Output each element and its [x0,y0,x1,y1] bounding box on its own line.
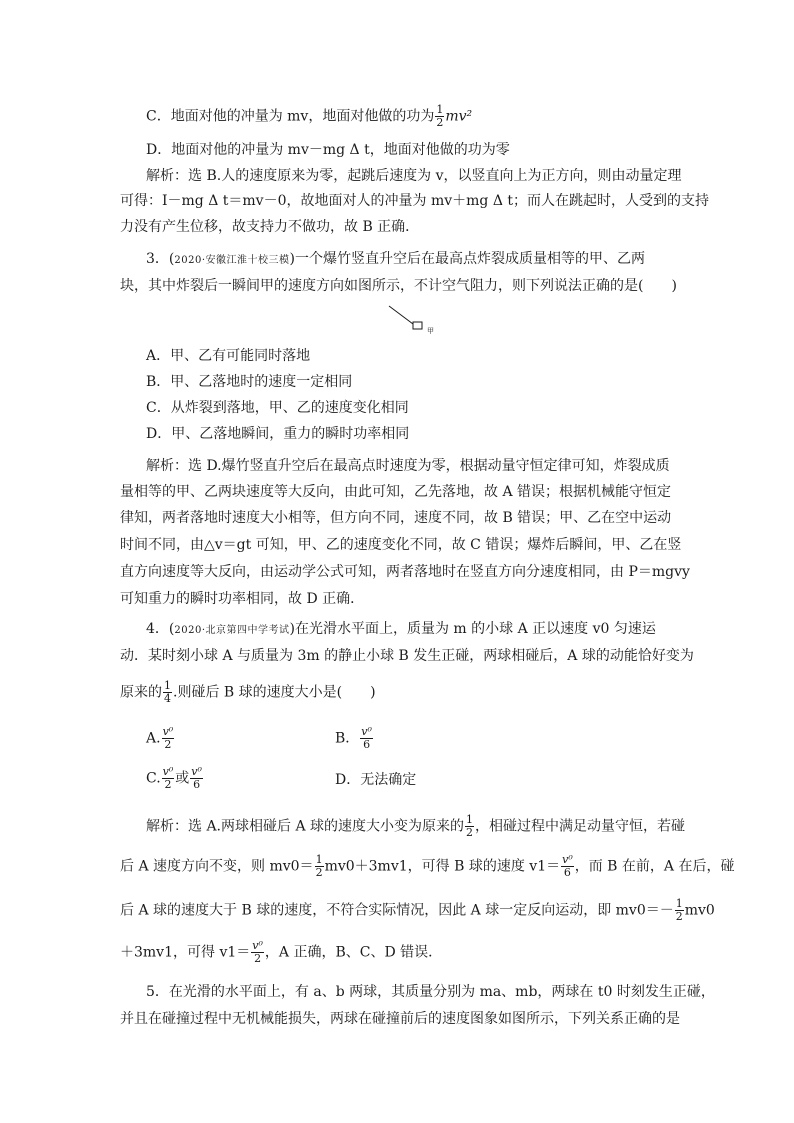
fraction: $\frac{\text{v⁰}}{6}$ [361,725,372,751]
q3-solution-line-6: 可知重力的瞬时功率相同，故 D 正确． [120,591,365,607]
q4-option-c: C. $\frac{\text{v⁰}}{2}$ 或 $\frac{\text{v⁰}}{6}$ [146,765,202,791]
fragment-label: 甲 [427,327,434,335]
q3-solution-line-3: 律知，两者落地时速度大小相等，但方向不同，速度不同，故 B 错误；甲、乙在空中运动 [120,510,672,526]
fraction: $\frac{1}{2}$ [675,897,683,923]
fraction: $\frac{1}{4}$ [164,679,171,705]
q2-solution-line-2: 可得：I－mg Δ t＝mv－0，故地面对人的冲量为 mv＋mg Δ t；而人在跳起时，人受到的支持 [120,193,710,209]
q3-option-d: D．甲、乙落地瞬间，重力的瞬时功率相同 [146,426,410,442]
q4-option-b: B． $\frac{\text{v⁰}}{6}$ [335,725,372,751]
q4-solution-line-1: 解析：选 A.两球相碰后 A 球的速度大小变为原来的 $\frac{1}{2}$ ，相碰过程中满足动量守恒，若碰 [146,813,686,839]
q2-option-d: D．地面对他的冲量为 mv－mg Δ t，地面对他做的功为零 [146,142,510,158]
q2-solution-line-1: 解析：选 B.人的速度原来为零，起跳后速度为 v，以竖直向上为正方向，则由动量定理 [146,168,682,184]
q3-option-b: B．甲、乙落地时的速度一定相同 [146,374,353,390]
fraction: $\frac{1}{2}$ [436,103,444,129]
firecracker-figure [385,300,445,336]
q3-solution-line-5: 直方向速度等大反向，由运动学公式可知，两者落地时在竖直方向分速度相同，由 P＝mgvy [120,564,690,580]
fraction: $\frac{\text{v⁰}}{2}$ [252,939,263,965]
fraction: $\frac{\text{v⁰}}{2}$ [162,725,174,751]
q5-stem-line-2: 并且在碰撞过程中无机械能损失，两球在碰撞前后的速度图象如图所示，下列关系正确的是 [120,1011,680,1027]
velocity-arrow [389,306,413,324]
q3-solution-line-1: 解析：选 D.爆竹竖直升空后在最高点时速度为零，根据动量守恒定律可知，炸裂成质 [146,458,670,474]
q5-stem-line-1: 5．在光滑的水平面上，有 a、b 两球，其质量分别为 ma、mb，两球在 t0 时刻发生正碰， [146,984,715,1000]
q4-solution-line-2: 后 A 速度方向不变，则 mv0＝ $\frac{1}{2}$ mv0＋3mv1，可得 B 球的速度 v1＝ $\frac{\text{v⁰}}{6}$ ，而 B 在前，A 在后，碰 [120,853,735,879]
q2-option-c-text: C．地面对他的冲量为 mv，地面对他做的功为 [146,108,435,125]
q3-solution-line-4: 时间不同，由△v＝gt 可知，甲、乙的速度变化不同，故 C 错误；爆炸后瞬间，甲、乙在竖 [120,537,682,553]
fraction: $\frac{\text{v⁰}}{6}$ [562,853,573,879]
q3-source: 2020·安徽江淮十校三模 [174,255,290,266]
q3-option-c: C．从炸裂到落地，甲、乙的速度变化相同 [146,400,409,416]
fraction: $\frac{\text{v⁰}}{2}$ [162,765,174,791]
q4-stem-line-1: 4．(2020·北京第四中学考试)在光滑水平面上，质量为 m 的小球 A 正以速度 v0 匀速运 [146,621,656,637]
q2-option-c [146,104,472,129]
q3-stem-line-1: 3．(2020·安徽江淮十校三模)一个爆竹竖直升空后在最高点炸裂成质量相等的甲、乙两 [146,251,645,267]
q4-option-a: A. $\frac{\text{v⁰}}{2}$ [146,725,174,751]
q4-source: 2020·北京第四中学考试 [174,625,290,636]
q4-stem-line-3: 原来的 $\frac{1}{4}$ .则碰后 B 球的速度大小是( ) [120,679,376,705]
fraction: $\frac{1}{2}$ [315,853,323,879]
q3-stem-line-2: 块，其中炸裂后一瞬间甲的速度方向如图所示，不计空气阻力，则下列说法正确的是( ) [120,278,677,294]
q4-stem-line-2: 动．某时刻小球 A 与质量为 3m 的静止小球 B 发生正碰，两球相碰后，A 球的动能恰好变为 [120,648,694,664]
q2-option-c-tail: mv² [445,108,473,125]
fraction: $\frac{\text{v⁰}}{6}$ [191,765,202,791]
q2-solution-line-3: 力没有产生位移，故支持力不做功，故 B 正确． [120,219,420,235]
fraction: $\frac{1}{2}$ [466,813,474,839]
fragment-box [413,322,422,329]
q4-solution-line-4: ＋3mv1，可得 v1＝ $\frac{\text{v⁰}}{2}$ ，A 正确，B、C、D 错误． [120,939,443,965]
q4-option-d: D．无法确定 [335,772,417,788]
q4-solution-line-3: 后 A 球的速度大于 B 球的速度，不符合实际情况，因此 A 球一定反向运动，即 mv0＝－ $\frac{1}{2}$ mv0 [120,897,715,923]
q3-solution-line-2: 量相等的甲、乙两块速度等大反向，由此可知，乙先落地，故 A 错误；根据机械能守恒定 [120,484,672,500]
q3-option-a: A．甲、乙有可能同时落地 [146,348,311,364]
